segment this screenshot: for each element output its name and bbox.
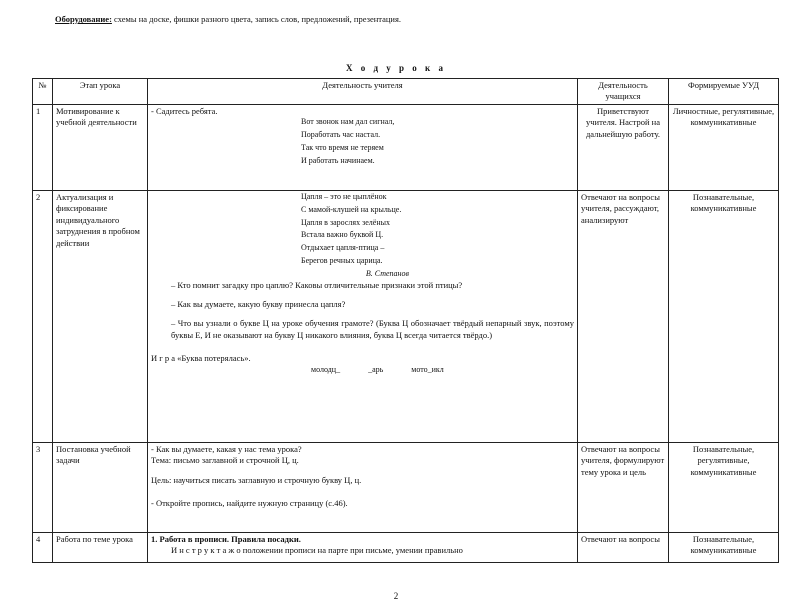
- teacher-line: Тема: письмо заглавной и строчной Ц, ц.: [151, 455, 299, 466]
- game-word: мото_икл: [411, 364, 444, 374]
- teacher-intro: - Садитесь ребята.: [151, 105, 218, 116]
- header-teacher: Деятельность учителя: [148, 79, 578, 105]
- teacher-line: - Откройте пропись, найдите нужную страницу (с.46).: [151, 498, 348, 509]
- stage-cell: Постановка учебной задачи: [53, 442, 148, 532]
- page-number: 2: [393, 591, 399, 601]
- poem-line: Вот звонок нам дал сигнал,: [301, 117, 395, 127]
- section-title: Х о д у р о к а: [346, 63, 446, 73]
- teacher-line: 1. Работа в прописи. Правила посадки.: [151, 533, 301, 544]
- stage-cell: Мотивирование к учебной деятельности: [53, 104, 148, 190]
- game-words: [151, 365, 574, 376]
- row-number: 4: [33, 532, 53, 562]
- uud-cell: Познавательные, коммуникативные: [669, 532, 779, 562]
- equipment-label: Оборудование:: [55, 14, 112, 24]
- game-word: молодц_: [311, 364, 341, 374]
- poem-line: Берегов речных царица.: [301, 255, 383, 265]
- poem-line: Так что время не теряем: [301, 143, 384, 152]
- teacher-cell: [148, 104, 578, 190]
- stage-cell: Работа по теме урока: [53, 532, 148, 562]
- poem-line: Цапля – это не цыплёнок: [301, 191, 387, 201]
- uud-cell: Познавательные, коммуникативные: [669, 190, 779, 442]
- lesson-table: [32, 78, 779, 563]
- game-title: И г р а «Буква потерялась».: [151, 353, 251, 364]
- table-row: [33, 532, 779, 562]
- poem-line: Отдыхает цапля-птица –: [301, 243, 385, 253]
- stage-cell: Актуализация и фиксирование индивидуального затруднения в пробном действии: [53, 190, 148, 442]
- header-uud: Формируемые УУД: [669, 79, 779, 105]
- poem-line: Поработать час настал.: [301, 130, 381, 140]
- header-num: №: [33, 79, 53, 105]
- teacher-line: И н с т р у к т а ж о положении прописи на парте при письме, умении правильно: [171, 545, 463, 556]
- poem-author: В. Степанов: [365, 268, 409, 278]
- row-number: 2: [33, 190, 53, 442]
- game-word: _арь: [368, 364, 384, 374]
- uud-cell: Познавательные, регулятивные, коммуникативные: [669, 442, 779, 532]
- students-cell: Отвечают на вопросы учителя, рассуждают, анализируют: [578, 190, 669, 442]
- table-row: [33, 104, 779, 190]
- poem: [151, 192, 574, 267]
- poem-line: Встала важно буквой Ц.: [301, 230, 384, 240]
- teacher-line: Цель: научиться писать заглавную и строчную букву Ц, ц.: [151, 474, 362, 485]
- poem-line: Цапля в зарослях зелёных: [301, 217, 390, 227]
- students-cell: Отвечают на вопросы: [578, 532, 669, 562]
- teacher-line: - Как вы думаете, какая у нас тема урока?: [151, 443, 302, 454]
- header-stage: Этап урока: [53, 79, 148, 105]
- uud-cell: Личностные, регулятивные, коммуникативные: [669, 104, 779, 190]
- row-number: 3: [33, 442, 53, 532]
- teacher-cell: [148, 190, 578, 442]
- students-cell: Приветствуют учителя. Настрой на дальнейшую работу.: [578, 104, 669, 190]
- poem-line: И работать начинаем.: [301, 155, 375, 165]
- row-number: 1: [33, 104, 53, 190]
- poem-line: С мамой-клушей на крыльце.: [301, 204, 402, 214]
- teacher-cell: [148, 442, 578, 532]
- students-cell: Отвечают на вопросы учителя, формулируют тему урока и цель: [578, 442, 669, 532]
- question: – Кто помнит загадку про цаплю? Каковы отличительные признаки этой птицы?: [171, 279, 463, 290]
- teacher-cell: [148, 532, 578, 562]
- poem: [151, 117, 574, 166]
- question: – Как вы думаете, какую букву принесла цапля?: [171, 298, 346, 309]
- table-row: [33, 442, 779, 532]
- table-header-row: [33, 79, 779, 105]
- question: – Что вы узнали о букве Ц на уроке обучения грамоте? (Буква Ц обозначает твёрдый непарный звук, поэтому буквы Е, И не оказывают на букву Ц никакого влияния, буква Ц всегда читается твёрдо.): [171, 318, 574, 340]
- equipment-line: [55, 14, 401, 24]
- equipment-text: схемы на доске, фишки разного цвета, запись слов, предложений, презентация.: [111, 14, 402, 24]
- header-students: Деятельность учащихся: [578, 79, 669, 105]
- table-row: [33, 190, 779, 442]
